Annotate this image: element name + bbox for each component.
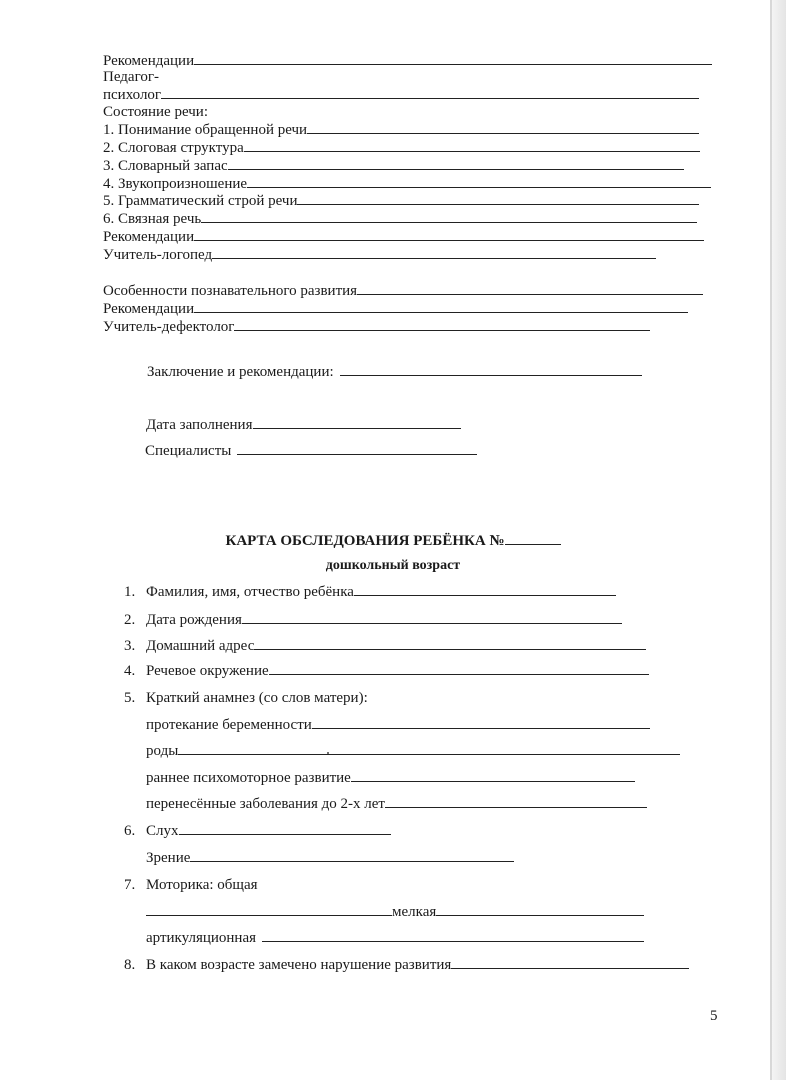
speech-therapist-label: Учитель-логопед [103, 247, 213, 263]
item-number: 1. [124, 584, 136, 600]
item-number: 6. [124, 823, 136, 839]
cognitive-row [103, 282, 703, 300]
card-item-row [124, 583, 616, 601]
card-item-row [124, 876, 258, 894]
recommendations-row [103, 228, 704, 246]
speech-item-label: 2. Слоговая структура [103, 140, 244, 156]
fill-line [340, 363, 642, 376]
item-number: 5. [124, 690, 136, 706]
fill-line [253, 416, 461, 429]
item-label: Краткий анамнез (со слов матери): [146, 690, 368, 706]
fill-line [237, 442, 477, 455]
fill-line [385, 795, 647, 808]
speech-item-row [103, 175, 711, 193]
speech-item-row [103, 192, 699, 210]
speech-item-row [103, 157, 684, 175]
fill-line [244, 139, 700, 152]
psychologist-label-2: психолог [103, 87, 162, 103]
speech-item-label: 3. Словарный запас [103, 158, 228, 174]
speech-item-row [103, 139, 700, 157]
fill-line [161, 86, 699, 99]
fill-line [190, 849, 514, 862]
fine-motor-label: мелкая [392, 904, 437, 920]
speech-item-row [103, 121, 699, 139]
card-number-line [505, 532, 561, 545]
fine-motor-row [146, 903, 644, 921]
articulation-row [146, 929, 644, 947]
anamnesis-row [146, 716, 650, 734]
fill-line [297, 192, 699, 205]
anamnesis-label: перенесённые заболевания до 2-х лет [146, 796, 385, 812]
fill-line [262, 929, 644, 942]
item-label: Моторика: общая [146, 877, 258, 893]
anamnesis-label: роды [146, 743, 179, 759]
page-number: 5 [710, 1008, 718, 1024]
card-subtitle: дошкольный возраст [325, 558, 461, 573]
fill-date-row [146, 416, 461, 434]
conclusion-row [147, 363, 642, 381]
item-label: Слух [146, 823, 179, 839]
item-label: Дата рождения [146, 612, 242, 628]
fill-line [179, 822, 391, 835]
speech-item-label: 4. Звукопроизношение [103, 176, 248, 192]
fill-line [201, 210, 697, 223]
recommendations-row [103, 52, 712, 70]
speech-therapist-row [103, 246, 656, 264]
fill-line [357, 282, 703, 295]
item-number: 7. [124, 877, 136, 893]
fill-line [247, 175, 711, 188]
vision-row [146, 849, 514, 867]
card-title-row [0, 532, 786, 550]
conclusion-label: Заключение и рекомендации: [147, 364, 334, 380]
item-label: Речевое окружение [146, 663, 269, 679]
vision-label: Зрение [146, 850, 191, 866]
item-number: 3. [124, 638, 136, 654]
fill-line [254, 637, 646, 650]
item-number: 8. [124, 957, 136, 973]
psychologist-label-1: Педагог- [103, 69, 160, 85]
item-number: 2. [124, 612, 136, 628]
item-label: В каком возрасте замечено нарушение развития [146, 957, 452, 973]
anamnesis-row [146, 742, 680, 760]
speech-item-label: 6. Связная речь [103, 211, 202, 227]
fill-line [194, 300, 688, 313]
recommendations-label: Рекомендации [103, 301, 195, 317]
card-item-row [124, 662, 649, 680]
psychologist-row [103, 86, 699, 104]
fill-line [436, 903, 644, 916]
card-item-row [124, 956, 689, 974]
anamnesis-label: протекание беременности [146, 717, 312, 733]
fill-line [228, 157, 684, 170]
specialists-label: Специалисты [145, 443, 232, 459]
specialists-row [145, 442, 477, 460]
defectologist-row [103, 318, 650, 336]
articulation-label: артикуляционная [146, 930, 257, 946]
card-item-row [124, 637, 646, 655]
card-item-row [124, 689, 368, 707]
recommendations-label: Рекомендации [103, 229, 195, 245]
anamnesis-row [146, 769, 635, 787]
item-label: Домашний адрес [146, 638, 255, 654]
fill-line [351, 769, 635, 782]
recommendations-row [103, 300, 688, 318]
fill-line [451, 956, 689, 969]
fill-line [307, 121, 699, 134]
fill-line [212, 246, 656, 259]
fill-line [242, 611, 622, 624]
fill-line [194, 52, 712, 65]
anamnesis-row [146, 795, 647, 813]
card-item-row [124, 822, 391, 840]
speech-item-row [103, 210, 697, 228]
card-item-row [124, 611, 622, 629]
fill-date-label: Дата заполнения [146, 417, 253, 433]
card-title: КАРТА ОБСЛЕДОВАНИЯ РЕБЁНКА № [225, 533, 505, 549]
fill-line [234, 318, 650, 331]
anamnesis-label: раннее психомоторное развитие [146, 770, 351, 786]
fill-line [312, 716, 650, 729]
fill-line [354, 583, 616, 596]
defectologist-label: Учитель-дефектолог [103, 319, 235, 335]
speech-state-heading: Состояние речи: [103, 104, 208, 120]
fill-line [269, 662, 649, 675]
recommendations-label: Рекомендации [103, 53, 195, 69]
speech-item-label: 1. Понимание обращенной речи [103, 122, 308, 138]
item-number: 4. [124, 663, 136, 679]
speech-item-label: 5. Грамматический строй речи [103, 193, 298, 209]
fill-line [194, 228, 704, 241]
fill-line [146, 903, 392, 916]
fill-line [178, 742, 680, 755]
cognitive-label: Особенности познавательного развития [103, 283, 358, 299]
item-label: Фамилия, имя, отчество ребёнка [146, 584, 354, 600]
stray-dot [327, 752, 329, 754]
